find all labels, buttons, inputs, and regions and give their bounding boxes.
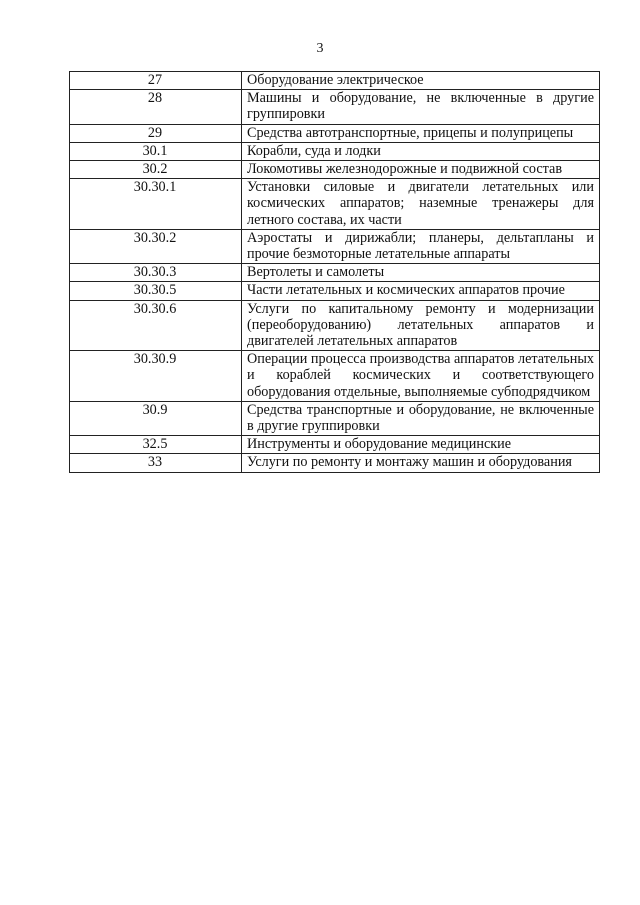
row-name: Инструменты и оборудование медицинские bbox=[242, 436, 600, 454]
row-code: 30.30.5 bbox=[70, 282, 242, 300]
row-name: Локомотивы железнодорожные и подвижной состав bbox=[242, 161, 600, 179]
classification-table-body bbox=[70, 72, 600, 473]
table-row bbox=[70, 142, 600, 160]
table-row bbox=[70, 282, 600, 300]
row-code: 30.30.1 bbox=[70, 179, 242, 230]
row-name: Аэростаты и дирижабли; планеры, дельтапланы и прочие безмоторные летательные аппараты bbox=[242, 229, 600, 263]
table-row bbox=[70, 124, 600, 142]
row-code: 30.9 bbox=[70, 401, 242, 435]
row-code: 33 bbox=[70, 454, 242, 472]
row-name: Услуги по ремонту и монтажу машин и оборудования bbox=[242, 454, 600, 472]
table-row bbox=[70, 72, 600, 90]
row-code: 30.30.2 bbox=[70, 229, 242, 263]
row-name: Установки силовые и двигатели летательных или космических аппаратов; наземные тренажеры для летного состава, их части bbox=[242, 179, 600, 230]
row-code: 28 bbox=[70, 90, 242, 124]
table-row bbox=[70, 90, 600, 124]
row-name: Услуги по капитальному ремонту и модернизации (переоборудованию) летательных аппаратов и двигателей летательных аппаратов bbox=[242, 300, 600, 351]
row-code: 30.1 bbox=[70, 142, 242, 160]
row-name: Операции процесса производства аппаратов летательных и кораблей космических и соответствующего оборудования отдельные, выполняемые субподрядчиком bbox=[242, 351, 600, 402]
row-code: 30.30.9 bbox=[70, 351, 242, 402]
row-name: Средства автотранспортные, прицепы и полуприцепы bbox=[242, 124, 600, 142]
table-row bbox=[70, 161, 600, 179]
row-code: 27 bbox=[70, 72, 242, 90]
row-name: Корабли, суда и лодки bbox=[242, 142, 600, 160]
page-number: 3 bbox=[316, 41, 324, 56]
row-name: Вертолеты и самолеты bbox=[242, 264, 600, 282]
table-row bbox=[70, 351, 600, 402]
row-name: Машины и оборудование, не включенные в другие группировки bbox=[242, 90, 600, 124]
classification-table bbox=[69, 71, 600, 473]
table-row bbox=[70, 264, 600, 282]
table-row bbox=[70, 229, 600, 263]
table-row bbox=[70, 436, 600, 454]
table-row bbox=[70, 401, 600, 435]
row-code: 30.30.3 bbox=[70, 264, 242, 282]
row-name: Оборудование электрическое bbox=[242, 72, 600, 90]
row-code: 30.30.6 bbox=[70, 300, 242, 351]
row-name: Части летательных и космических аппаратов прочие bbox=[242, 282, 600, 300]
table-row bbox=[70, 454, 600, 472]
table-row bbox=[70, 300, 600, 351]
row-code: 29 bbox=[70, 124, 242, 142]
table-row bbox=[70, 179, 600, 230]
row-code: 32.5 bbox=[70, 436, 242, 454]
row-name: Средства транспортные и оборудование, не включенные в другие группировки bbox=[242, 401, 600, 435]
row-code: 30.2 bbox=[70, 161, 242, 179]
